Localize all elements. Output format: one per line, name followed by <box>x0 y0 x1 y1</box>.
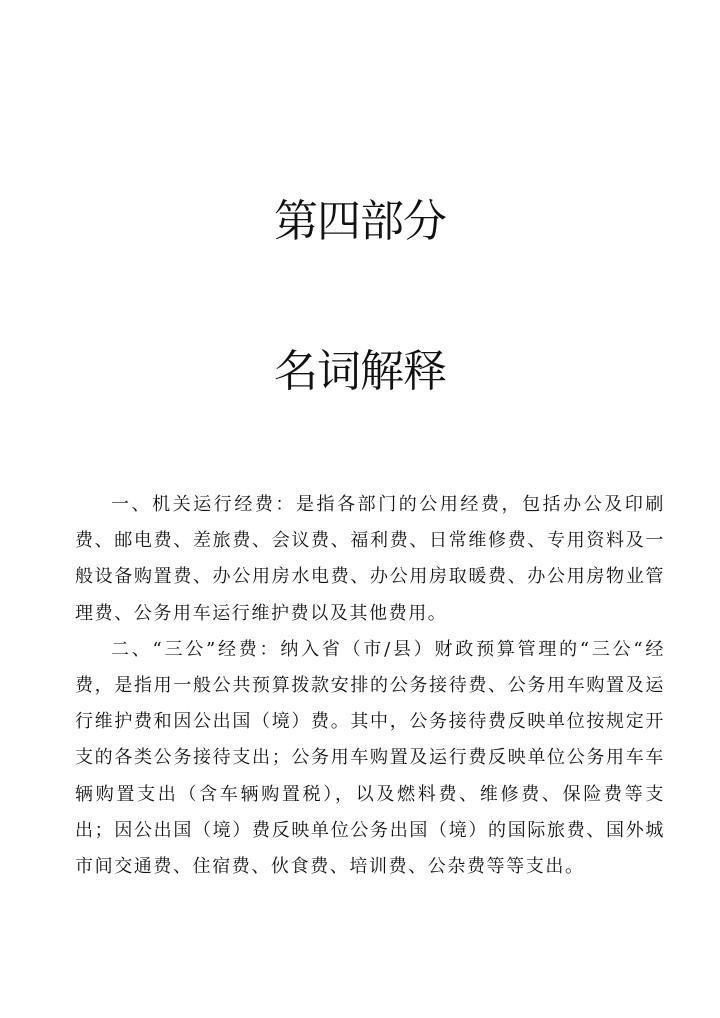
part-heading: 第四部分 <box>274 196 446 247</box>
body-text <box>75 487 665 885</box>
section-title: 名词解释 <box>274 346 446 397</box>
paragraph-operating-expenses: 一、机关运行经费：是指各部门的公用经费，包括办公及印刷费、邮电费、差旅费、会议费、福利费、日常维修费、专用资料及一般设备购置费、办公用房水电费、办公用房取暖费、办公用房物业管理费、公务用车运行维护费以及其他费用。 <box>75 494 665 624</box>
paragraph-three-public-expenses: 二、“三公”经费：纳入省（市/县）财政预算管理的“三公“经费，是指用一般公共预算拨款安排的公务接待费、公务用车购置及运行维护费和因公出国（境）费。其中，公务接待费反映单位按规定开支的各类公务接待支出；公务用车购置及运行费反映单位公务用车车辆购置支出（含车辆购置税），以及燃料费、维修费、保险费等支出；因公出国（境）费反映单位公务出国（境）的国际旅费、国外城市间交通费、住宿费、伙食费、培训费、公杂费等等支出。 <box>75 638 665 878</box>
